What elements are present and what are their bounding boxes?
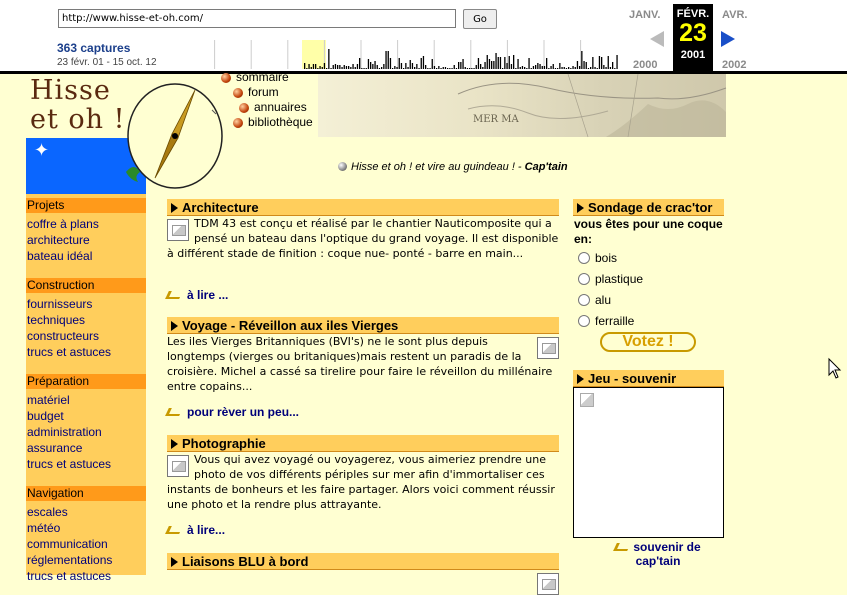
capture-bar bbox=[531, 68, 532, 69]
capture-bar bbox=[581, 51, 582, 69]
capture-bar bbox=[601, 57, 602, 69]
poll-option[interactable] bbox=[578, 314, 634, 328]
nav-ball-icon bbox=[239, 103, 249, 113]
capture-bar bbox=[542, 66, 543, 69]
article-title[interactable] bbox=[167, 199, 559, 216]
sidebar-link[interactable]: techniques bbox=[27, 313, 86, 327]
capture-bar bbox=[352, 64, 353, 69]
capture-bar bbox=[368, 59, 369, 69]
capture-bar bbox=[317, 68, 318, 69]
capture-bar bbox=[610, 67, 611, 69]
capture-bar bbox=[449, 68, 450, 69]
capture-bar bbox=[440, 68, 441, 69]
capture-bar bbox=[533, 66, 534, 69]
capture-bar bbox=[482, 67, 483, 69]
capture-bar bbox=[535, 65, 536, 69]
nav-ball-icon bbox=[233, 118, 243, 128]
capture-bar bbox=[546, 58, 547, 69]
prev-capture-arrow-icon[interactable] bbox=[650, 31, 664, 47]
capture-bar bbox=[399, 58, 400, 69]
sidebar-link[interactable]: réglementations bbox=[27, 553, 113, 567]
triangle-bullet-icon bbox=[171, 321, 178, 331]
capture-bar bbox=[355, 67, 356, 69]
star-icon: ✦ bbox=[34, 140, 50, 161]
capture-bar bbox=[407, 67, 408, 69]
poll-option[interactable] bbox=[578, 251, 617, 265]
slogan-text: Hisse et oh ! et vire au guindeau ! - bbox=[351, 161, 525, 173]
triangle-bullet-icon bbox=[577, 203, 584, 213]
capture-bar bbox=[484, 62, 485, 69]
capture-bar bbox=[333, 65, 334, 69]
sidebar-section-title[interactable]: Navigation bbox=[26, 486, 146, 501]
poll-option-label: ferraille bbox=[595, 314, 635, 328]
capture-bar bbox=[381, 67, 382, 69]
article-summary bbox=[167, 452, 559, 512]
left-sidebar bbox=[26, 194, 146, 583]
game-header bbox=[573, 370, 724, 387]
capture-bar bbox=[377, 65, 378, 69]
prev-year-label[interactable]: 2000 bbox=[633, 59, 658, 71]
read-more-link[interactable] bbox=[167, 288, 228, 302]
capture-bar bbox=[572, 66, 573, 69]
capture-bar bbox=[379, 68, 380, 69]
read-more-link[interactable] bbox=[167, 405, 299, 419]
mouse-cursor-icon bbox=[828, 358, 842, 380]
broken-image-icon bbox=[537, 573, 559, 595]
capture-bar bbox=[575, 67, 576, 69]
article-title-text: Voyage - Réveillon aux iles Vierges bbox=[182, 318, 399, 333]
article-text: TDM 43 est conçu et réalisé par le chantier Nauticomposite qui a pensé un bateau dans l'optique du grand voyage. Il est disponible à différent stade de finition : coque nue- ponté - barre en main... bbox=[167, 217, 559, 260]
nautical-map-banner bbox=[318, 74, 726, 137]
capture-bar bbox=[513, 55, 514, 69]
poll-question: vous êtes pour une coque en: bbox=[574, 217, 723, 246]
sidebar-link[interactable]: coffre à plans bbox=[27, 217, 99, 231]
capture-bar bbox=[403, 68, 404, 69]
capture-bar bbox=[599, 56, 600, 69]
capture-bar bbox=[394, 66, 395, 69]
capture-bar bbox=[322, 67, 323, 69]
capture-bar bbox=[458, 62, 459, 69]
capture-bar bbox=[315, 64, 316, 69]
nav-item-3[interactable] bbox=[228, 115, 313, 130]
capture-bar bbox=[478, 58, 479, 69]
logo-line-1: Hisse bbox=[30, 75, 111, 106]
capture-bar bbox=[544, 66, 545, 69]
capture-bar bbox=[564, 67, 565, 69]
sidebar-link[interactable]: constructeurs bbox=[27, 329, 100, 343]
capture-bar bbox=[577, 61, 578, 69]
triangle-bullet-icon bbox=[171, 557, 178, 567]
capture-bar bbox=[451, 68, 452, 69]
capture-bar bbox=[344, 65, 345, 69]
capture-bar bbox=[555, 68, 556, 69]
capture-bar bbox=[357, 64, 358, 69]
capture-bar bbox=[522, 66, 523, 69]
poll-title: Sondage de crac'tor bbox=[588, 200, 713, 215]
capture-bar bbox=[363, 68, 364, 69]
capture-bar bbox=[526, 68, 527, 69]
capture-bar bbox=[502, 68, 503, 69]
url-input[interactable] bbox=[58, 9, 456, 28]
capture-bar bbox=[401, 63, 402, 69]
next-capture-arrow-icon[interactable] bbox=[721, 31, 735, 47]
capture-bar bbox=[414, 67, 415, 69]
radio-button[interactable] bbox=[578, 273, 590, 285]
broken-image-icon bbox=[537, 337, 559, 359]
capture-bar bbox=[418, 68, 419, 69]
current-day: 23 bbox=[679, 19, 707, 47]
capture-bar bbox=[476, 65, 477, 69]
article-summary bbox=[167, 216, 559, 261]
article-title[interactable] bbox=[167, 435, 559, 452]
compass-icon bbox=[120, 80, 230, 195]
capture-bar bbox=[568, 67, 569, 69]
capture-bar bbox=[304, 63, 305, 69]
capture-bar bbox=[445, 67, 446, 69]
capture-bar bbox=[361, 68, 362, 69]
go-button[interactable]: Go bbox=[463, 9, 497, 29]
capture-bar bbox=[471, 68, 472, 69]
capture-bar bbox=[487, 55, 488, 69]
sidebar-link[interactable]: budget bbox=[27, 409, 64, 423]
capture-bar bbox=[456, 68, 457, 69]
capture-bar bbox=[396, 67, 397, 69]
capture-bar bbox=[603, 65, 604, 69]
souvenir-link-line-2: cap'tain bbox=[635, 554, 681, 568]
article-title[interactable] bbox=[167, 553, 559, 570]
key-icon bbox=[165, 291, 183, 299]
capture-bar bbox=[425, 65, 426, 69]
site-slogan bbox=[338, 161, 568, 173]
nav-item-label: sommaire bbox=[236, 70, 289, 84]
capture-bar bbox=[480, 64, 481, 69]
sidebar-link[interactable]: matériel bbox=[27, 393, 70, 407]
capture-bar bbox=[339, 65, 340, 69]
key-icon bbox=[165, 408, 183, 416]
capture-bar bbox=[520, 67, 521, 69]
article-summary bbox=[167, 334, 559, 394]
souvenir-link[interactable] bbox=[598, 540, 718, 568]
capture-bar bbox=[570, 68, 571, 69]
sidebar-section-title[interactable]: Préparation bbox=[26, 374, 146, 389]
capture-bar bbox=[588, 68, 589, 69]
capture-bar bbox=[405, 63, 406, 69]
sidebar-link[interactable]: météo bbox=[27, 521, 61, 535]
nav-item-0[interactable] bbox=[216, 70, 301, 85]
sidebar-link[interactable]: administration bbox=[27, 425, 102, 439]
capture-bar bbox=[443, 67, 444, 69]
read-more-text: à lire... bbox=[187, 523, 226, 537]
captures-sparkline[interactable] bbox=[178, 40, 618, 69]
nav-item-2[interactable] bbox=[234, 100, 319, 115]
read-more-link[interactable] bbox=[167, 523, 225, 537]
capture-bar bbox=[350, 67, 351, 69]
capture-bar bbox=[489, 59, 490, 69]
capture-bar bbox=[337, 65, 338, 69]
capture-bar bbox=[605, 67, 606, 69]
capture-bar bbox=[467, 68, 468, 69]
capture-bar bbox=[421, 58, 422, 69]
radio-button[interactable] bbox=[578, 315, 590, 327]
capture-bar bbox=[511, 64, 512, 69]
capture-bar bbox=[583, 61, 584, 69]
capture-bar bbox=[586, 62, 587, 69]
capture-bar bbox=[370, 62, 371, 69]
article-summary bbox=[167, 570, 559, 595]
capture-bar bbox=[465, 67, 466, 69]
capture-bar bbox=[597, 68, 598, 69]
nav-ball-icon bbox=[221, 73, 231, 83]
capture-bar bbox=[313, 64, 314, 69]
read-more-text: pour rèver un peu... bbox=[187, 405, 300, 419]
game-frame[interactable] bbox=[573, 387, 724, 538]
nav-item-label: bibliothèque bbox=[248, 115, 313, 129]
capture-bar bbox=[311, 67, 312, 69]
capture-bar bbox=[539, 64, 540, 69]
capture-bar bbox=[550, 66, 551, 69]
triangle-bullet-icon bbox=[171, 203, 178, 213]
capture-bar bbox=[326, 68, 327, 69]
capture-bar bbox=[548, 68, 549, 69]
capture-bar bbox=[438, 66, 439, 69]
capture-bar bbox=[412, 63, 413, 69]
capture-bar bbox=[390, 58, 391, 69]
sidebar-link[interactable]: escales bbox=[27, 505, 68, 519]
capture-bar bbox=[506, 63, 507, 69]
next-year-label[interactable]: 2002 bbox=[722, 59, 747, 71]
article-title[interactable] bbox=[167, 317, 559, 334]
capture-bar bbox=[306, 68, 307, 69]
capture-bar bbox=[434, 66, 435, 69]
poll-option-label: bois bbox=[595, 251, 618, 265]
capture-bar bbox=[388, 51, 389, 69]
capture-bar bbox=[460, 62, 461, 69]
capture-bar bbox=[498, 57, 499, 69]
sidebar-section-title[interactable]: Projets bbox=[26, 198, 146, 213]
current-year: 2001 bbox=[680, 49, 706, 61]
capture-bar bbox=[557, 68, 558, 69]
capture-bar bbox=[348, 66, 349, 69]
article-title-text: Architecture bbox=[182, 200, 259, 215]
capture-bar bbox=[495, 53, 496, 69]
article-text: Vous qui avez voyagé ou voyagerez, vous aimeriez prendre une photo de vos différents périples sur mer afin d'immortaliser ces instants de bonheurs et les faire partager. Alors voici comment réussir une photo et la rendre plus attrayante. bbox=[167, 453, 555, 511]
capture-bar bbox=[491, 61, 492, 69]
radio-button[interactable] bbox=[578, 252, 590, 264]
capture-bar bbox=[410, 60, 411, 69]
capture-bar bbox=[524, 67, 525, 69]
capture-bar bbox=[374, 61, 375, 69]
capture-bar bbox=[559, 63, 560, 69]
capture-bar bbox=[416, 64, 417, 69]
captures-count-link[interactable]: 363 captures bbox=[57, 41, 131, 55]
triangle-bullet-icon bbox=[171, 439, 178, 449]
capture-bar bbox=[594, 67, 595, 69]
slogan-author: Cap'tain bbox=[524, 161, 568, 173]
capture-bar bbox=[328, 49, 329, 69]
capture-bar bbox=[385, 51, 386, 69]
capture-bar bbox=[592, 57, 593, 69]
nav-item-label: forum bbox=[248, 85, 279, 99]
capture-bar bbox=[500, 57, 501, 69]
capture-bar bbox=[462, 59, 463, 69]
capture-bar bbox=[335, 64, 336, 69]
capture-bar bbox=[447, 68, 448, 69]
poll-option[interactable] bbox=[578, 272, 643, 286]
capture-bar bbox=[330, 68, 331, 69]
main-nav bbox=[228, 70, 313, 130]
broken-image-icon bbox=[167, 219, 189, 241]
capture-bar bbox=[359, 58, 360, 69]
nav-ball-icon bbox=[233, 88, 243, 98]
wayback-toolbar bbox=[0, 0, 847, 74]
capture-bar bbox=[528, 58, 529, 69]
capture-bar bbox=[504, 57, 505, 69]
capture-bar bbox=[561, 67, 562, 69]
capture-bar bbox=[537, 63, 538, 69]
article-text: Les iles Vierges Britanniques (BVI's) ne le sont plus depuis longtemps (vierges ou britaniques)mais restent un paradis de la croisière. Michel a cassé sa tirelire pour faire le réveillon du millénaire entre copains... bbox=[167, 335, 553, 393]
capture-bar bbox=[616, 55, 617, 69]
broken-image-icon bbox=[167, 455, 189, 477]
radio-button[interactable] bbox=[578, 294, 590, 306]
article-title-text: Liaisons BLU à bord bbox=[182, 554, 309, 569]
triangle-bullet-icon bbox=[577, 374, 584, 384]
capture-bar bbox=[319, 66, 320, 69]
capture-bar bbox=[614, 68, 615, 69]
sidebar-link[interactable]: assurance bbox=[27, 441, 83, 455]
read-more-text: à lire ... bbox=[187, 288, 229, 302]
nav-item-1[interactable] bbox=[228, 85, 313, 100]
poll-header bbox=[573, 199, 724, 216]
capture-bar bbox=[553, 64, 554, 69]
site-logo[interactable] bbox=[30, 76, 126, 134]
capture-bar bbox=[454, 65, 455, 69]
capture-bar bbox=[473, 68, 474, 69]
sidebar-link[interactable]: bateau idéal bbox=[27, 249, 93, 263]
capture-bar bbox=[469, 68, 470, 69]
map-label: MER MA bbox=[473, 114, 519, 125]
capture-bar bbox=[392, 68, 393, 69]
key-icon bbox=[165, 526, 183, 534]
broken-image-icon bbox=[580, 393, 594, 407]
sidebar-link[interactable]: trucs et astuces bbox=[27, 569, 112, 583]
capture-bar bbox=[423, 56, 424, 69]
sidebar-section-title[interactable]: Construction bbox=[26, 278, 146, 293]
capture-bar bbox=[341, 67, 342, 69]
sidebar-link[interactable]: trucs et astuces bbox=[27, 345, 112, 359]
capture-bar bbox=[429, 68, 430, 69]
capture-bar bbox=[372, 64, 373, 69]
bullet-icon bbox=[338, 162, 347, 171]
key-icon bbox=[613, 543, 631, 551]
capture-bar bbox=[436, 68, 437, 69]
article-title-text: Photographie bbox=[182, 436, 266, 451]
capture-bar bbox=[590, 67, 591, 69]
prev-month-label[interactable]: JANV. bbox=[629, 9, 661, 21]
game-title: Jeu - souvenir bbox=[588, 371, 677, 386]
next-month-label[interactable]: AVR. bbox=[722, 9, 748, 21]
capture-bar bbox=[383, 64, 384, 69]
poll-option[interactable] bbox=[578, 293, 611, 307]
capture-bar bbox=[427, 68, 428, 69]
capture-bar bbox=[324, 63, 325, 69]
capture-bar bbox=[308, 64, 309, 69]
capture-bar bbox=[579, 66, 580, 69]
souvenir-link-line-1: souvenir de bbox=[633, 540, 701, 554]
sidebar-link[interactable]: architecture bbox=[27, 233, 90, 247]
capture-bar bbox=[346, 66, 347, 69]
captures-date-range: 23 févr. 01 - 15 oct. 12 bbox=[57, 57, 157, 68]
current-month: FÉVR. bbox=[676, 8, 710, 20]
capture-bar bbox=[493, 61, 494, 69]
capture-bar bbox=[515, 68, 516, 69]
capture-bar bbox=[566, 68, 567, 69]
capture-bar bbox=[432, 59, 433, 69]
current-capture-date bbox=[673, 4, 713, 73]
capture-bar bbox=[509, 56, 510, 69]
poll-option-label: plastique bbox=[595, 272, 644, 286]
sidebar-link[interactable]: trucs et astuces bbox=[27, 457, 112, 471]
poll-option-label: alu bbox=[595, 293, 612, 307]
logo-line-2: et oh ! bbox=[30, 104, 126, 135]
sidebar-link[interactable]: communication bbox=[27, 537, 108, 551]
sidebar-link[interactable]: fournisseurs bbox=[27, 297, 93, 311]
capture-bar bbox=[612, 62, 613, 69]
capture-bar bbox=[517, 59, 518, 69]
vote-button[interactable]: Votez ! bbox=[600, 332, 696, 352]
capture-bar bbox=[608, 56, 609, 69]
nav-item-label: annuaires bbox=[254, 100, 307, 114]
capture-bar bbox=[366, 68, 367, 69]
